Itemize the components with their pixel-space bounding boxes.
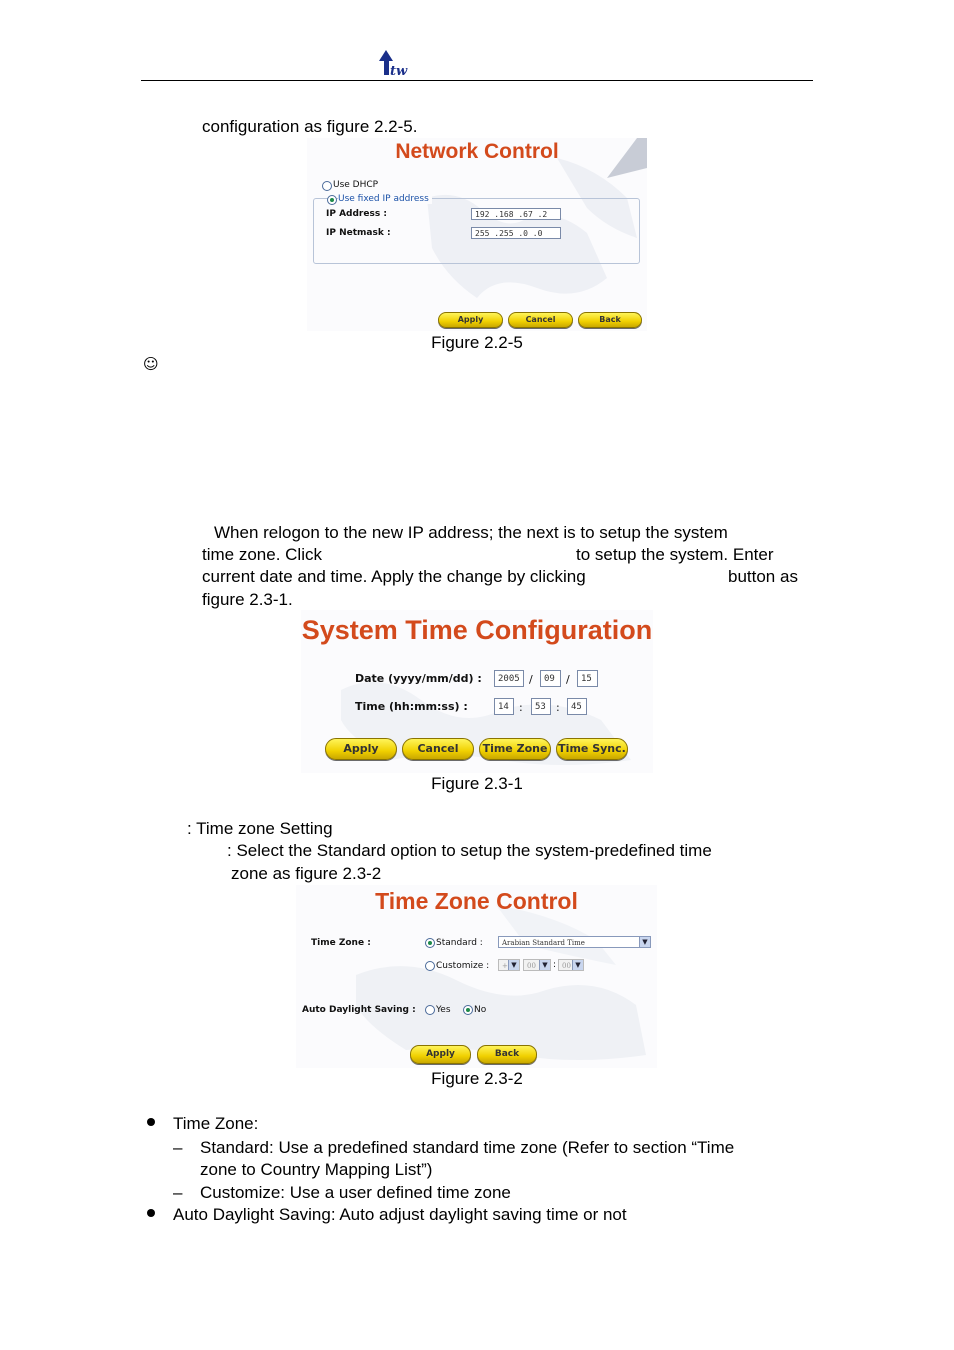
cancel-button[interactable]: Cancel [508,312,573,328]
cancel-button[interactable]: Cancel [402,738,474,760]
paragraph-line-4: figure 2.3-1. [202,590,293,609]
fixed-ip-radio[interactable] [327,195,337,205]
paragraph-line-3b: button as [728,567,798,586]
dhcp-label: Use DHCP [333,180,379,190]
customize-hour-value: 00 [527,962,536,970]
time-separator: : [519,701,523,714]
customize-minute-select[interactable] [558,959,584,971]
date-year-input[interactable]: 2005 [494,670,524,687]
figure-caption: Figure 2.3-2 [431,1069,523,1088]
time-hour-input[interactable]: 14 [494,698,514,715]
chevron-down-icon: ▼ [508,960,519,970]
daylight-no-radio[interactable] [463,1005,473,1015]
time-label: Time (hh:mm:ss) : [355,700,468,713]
apply-button[interactable]: Apply [325,738,397,760]
back-button[interactable]: Back [477,1045,537,1064]
page-title: Time Zone Control [375,888,578,914]
company-logo [376,50,408,78]
section-heading: : Time zone Setting [187,819,333,838]
customize-hour-select[interactable] [523,959,551,971]
dash-icon: – [173,1138,183,1157]
daylight-yes-label: Yes [436,1005,451,1015]
date-label: Date (yyyy/mm/dd) : [355,672,482,685]
ip-netmask-input[interactable]: 255 .255 .0 .0 [471,227,561,239]
intro-text: configuration as figure 2.2-5. [202,117,418,136]
time-second-input[interactable]: 45 [567,698,587,715]
section-text-line-1: : Select the Standard option to setup the system-predefined time [227,841,712,860]
date-month-input[interactable]: 09 [540,670,561,687]
time-separator: : [556,701,560,714]
customize-minute-value: 00 [562,962,571,970]
list-subitem-customize: Customize: Use a user defined time zone [200,1183,511,1202]
customize-sign-select[interactable] [498,959,520,971]
chevron-down-icon: ▼ [539,960,550,970]
chevron-down-icon: ▼ [572,960,583,970]
customize-label: Customize : [436,961,490,971]
section-text-line-2: zone as figure 2.3-2 [231,864,382,883]
apply-button[interactable]: Apply [410,1045,471,1064]
standard-radio[interactable] [425,938,435,948]
dhcp-radio[interactable] [322,181,332,191]
standard-timezone-value: Arabian Standard Time [502,939,585,947]
system-time-screenshot [301,610,653,773]
time-zone-label: Time Zone : [311,938,371,948]
figure-caption: Figure 2.2-5 [431,333,523,352]
date-separator: / [529,673,533,686]
customize-sign-value: + [502,962,508,970]
list-subitem-standard-cont: zone to Country Mapping List”) [200,1160,433,1179]
svg-text:tw: tw [390,64,408,78]
page-title: System Time Configuration [301,615,653,645]
time-zone-control-screenshot [296,885,657,1068]
customize-radio[interactable] [425,961,435,971]
back-button[interactable]: Back [578,312,642,328]
bullet-icon [147,1209,155,1217]
list-item-time-zone: Time Zone: [173,1114,259,1133]
paragraph-line-3a: current date and time. Apply the change by clicking [202,567,586,586]
figure-caption: Figure 2.3-1 [431,774,523,793]
page-title: Network Control [395,140,559,163]
daylight-yes-radio[interactable] [425,1005,435,1015]
network-control-screenshot [307,138,647,331]
daylight-no-label: No [474,1005,487,1015]
paragraph-line-2b: to setup the system. Enter [576,545,774,564]
auto-daylight-saving-label: Auto Daylight Saving : [302,1005,416,1015]
bullet-icon [147,1118,155,1126]
ip-address-input[interactable]: 192 .168 .67 .2 [471,208,561,220]
customize-separator: : [553,960,557,970]
apply-button[interactable]: Apply [438,312,503,328]
standard-timezone-select[interactable] [498,936,651,948]
date-day-input[interactable]: 15 [577,670,598,687]
ip-netmask-label: IP Netmask : [326,228,391,238]
header-rule [141,80,813,81]
time-sync-button[interactable]: Time Sync. [556,738,628,760]
time-zone-button[interactable]: Time Zone [479,738,551,760]
smiley-icon: ☺ [143,355,159,373]
time-minute-input[interactable]: 53 [531,698,551,715]
paragraph-line-2a: time zone. Click [202,545,322,564]
fixed-ip-label: Use fixed IP address [338,194,432,204]
standard-label: Standard : [436,938,483,948]
paragraph-line-1: When relogon to the new IP address; the next is to setup the system [214,523,728,542]
ip-address-label: IP Address : [326,209,387,219]
list-subitem-standard: Standard: Use a predefined standard time zone (Refer to section “Time [200,1138,735,1157]
dash-icon: – [173,1183,183,1202]
chevron-down-icon: ▼ [639,937,650,947]
list-item-auto-daylight: Auto Daylight Saving: Auto adjust daylight saving time or not [173,1205,627,1224]
date-separator: / [566,673,570,686]
